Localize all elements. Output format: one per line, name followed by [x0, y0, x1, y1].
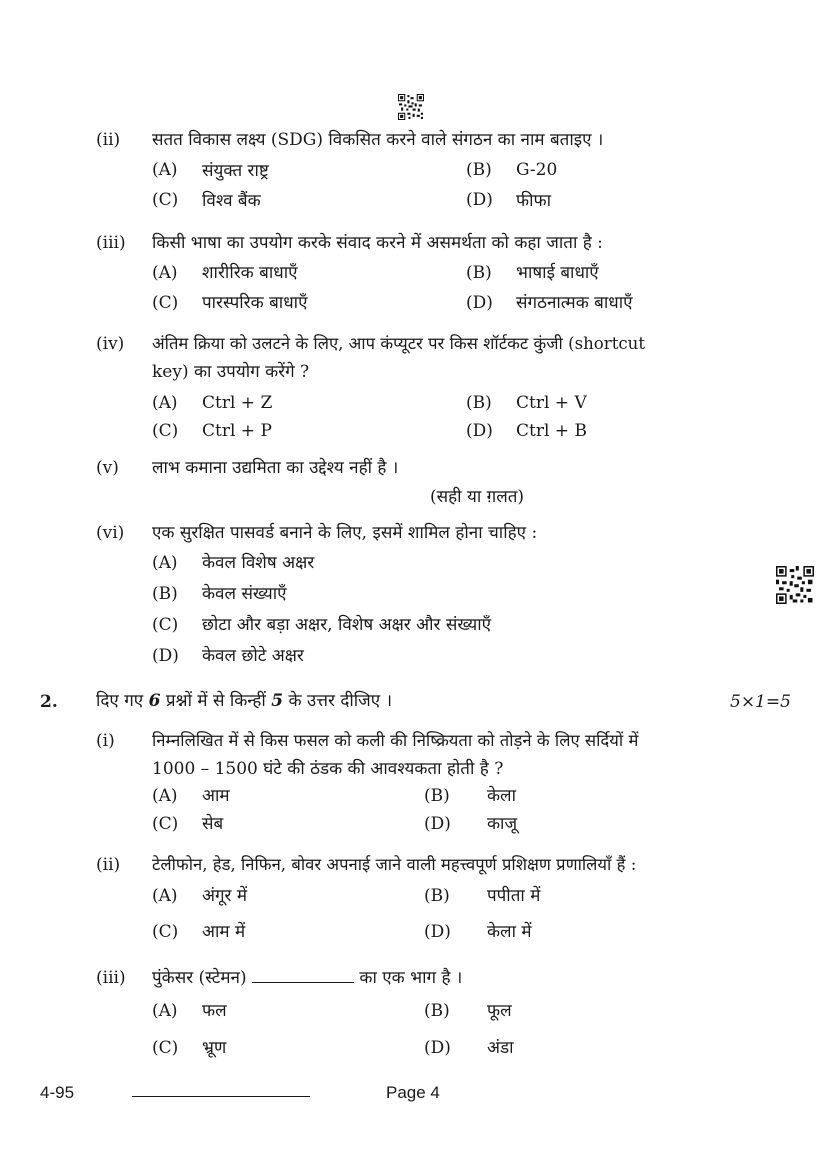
option-label: (D)	[424, 1038, 451, 1058]
option-label: (B)	[152, 584, 178, 604]
option-text: भ्रूण	[202, 1038, 227, 1058]
option-label: (B)	[466, 263, 492, 283]
question-number: (vi)	[96, 523, 125, 543]
question-text: सतत विकास लक्ष्य (SDG) विकसित करने वाले संगठन का नाम बताइए ।	[152, 130, 604, 150]
option-label: (A)	[152, 393, 178, 413]
option-label: (B)	[424, 1001, 450, 1021]
option-label: (B)	[466, 393, 492, 413]
question-text-line2: 1000 – 1500 घंटे की ठंडक की आवश्यकता होती है ?	[152, 759, 504, 779]
section-number: 2.	[40, 692, 58, 712]
option-text: पपीता में	[487, 886, 541, 906]
option-label: (D)	[424, 922, 451, 942]
paper-code: 4-95	[40, 1083, 75, 1102]
option-text: अंगूर में	[202, 886, 248, 906]
option-text: Ctrl + Z	[202, 393, 273, 413]
option-label: (C)	[152, 293, 179, 313]
option-label: (C)	[152, 922, 179, 942]
section-marks: 5×1=5	[730, 692, 791, 712]
option-text: फीफा	[516, 191, 552, 211]
option-text: संयुक्त राष्ट्र	[202, 161, 269, 181]
option-text: केला	[487, 786, 516, 806]
instruction-count: 5	[271, 691, 284, 711]
option-text: फूल	[487, 1001, 512, 1021]
option-text: केवल छोटे अक्षर	[202, 646, 304, 666]
option-label: (A)	[152, 553, 178, 573]
question-number: (v)	[96, 458, 119, 478]
option-text: केला में	[487, 922, 532, 942]
option-label: (C)	[152, 814, 179, 834]
question-text-post: का एक भाग है ।	[359, 968, 463, 988]
option-label: (A)	[152, 886, 178, 906]
option-label: (A)	[152, 1001, 178, 1021]
question-text	[152, 964, 462, 992]
option-label: (C)	[152, 1038, 179, 1058]
option-label: (D)	[152, 646, 179, 666]
true-false-note: (सही या ग़लत)	[430, 487, 525, 507]
option-text: छोटा और बड़ा अक्षर, विशेष अक्षर और संख्याएँ	[202, 615, 492, 635]
question-text-line1: निम्नलिखित में से किस फसल को कली की निष्क्रियता को तोड़ने के लिए सर्दियों में	[152, 731, 639, 750]
option-text: आम में	[202, 922, 246, 942]
question-number: (iv)	[96, 334, 125, 354]
option-text: Ctrl + V	[516, 393, 587, 413]
question-text: टेलीफोन, हेड, निफिन, बोवर अपनाई जाने वाली महत्त्वपूर्ण प्रशिक्षण प्रणालियाँ हैं :	[152, 855, 637, 874]
option-text: फल	[202, 1001, 227, 1021]
question-number: (ii)	[96, 855, 121, 875]
option-text: सेब	[202, 814, 224, 834]
section-instruction	[96, 688, 392, 711]
question-number: (i)	[96, 731, 115, 751]
footer-divider	[132, 1096, 310, 1097]
option-text: भाषाई बाधाएँ	[516, 263, 599, 283]
option-label: (C)	[152, 190, 179, 210]
option-text: संगठनात्मक बाधाएँ	[516, 293, 633, 313]
option-label: (D)	[466, 421, 493, 441]
option-text: Ctrl + P	[202, 421, 272, 441]
question-text: किसी भाषा का उपयोग करके संवाद करने में असमर्थता को कहा जाता है :	[152, 233, 603, 253]
fill-in-blank	[252, 968, 354, 983]
option-text: G-20	[516, 160, 558, 180]
question-number: (iii)	[96, 233, 126, 253]
question-text: लाभ कमाना उद्यमिता का उद्देश्य नहीं है ।	[152, 458, 399, 478]
instruction-part: प्रश्नों में से किन्हीं	[160, 691, 272, 711]
option-text: शारीरिक बाधाएँ	[202, 263, 298, 283]
qr-code-icon	[776, 566, 814, 604]
option-label: (D)	[466, 190, 493, 210]
option-text: काजू	[487, 814, 518, 834]
question-text-line1: अंतिम क्रिया को उलटने के लिए, आप कंप्यूटर पर किस शॉर्टकट कुंजी (shortcut	[152, 334, 646, 353]
question-number: (iii)	[96, 968, 126, 988]
option-label: (A)	[152, 263, 178, 283]
option-label: (D)	[466, 293, 493, 313]
instruction-part: के उत्तर दीजिए ।	[283, 691, 393, 711]
option-label: (D)	[424, 814, 451, 834]
question-text-line2: key) का उपयोग करेंगे ?	[152, 362, 310, 382]
page-number: Page 4	[386, 1083, 440, 1102]
option-text: केवल संख्याएँ	[202, 584, 287, 604]
option-label: (C)	[152, 615, 179, 635]
option-label: (B)	[466, 160, 492, 180]
option-text: Ctrl + B	[516, 421, 587, 441]
option-label: (C)	[152, 421, 179, 441]
option-text: विश्व बैंक	[202, 191, 261, 211]
option-text: केवल विशेष अक्षर	[202, 553, 315, 573]
option-text: अंडा	[487, 1038, 514, 1058]
option-text: आम	[202, 786, 230, 806]
option-label: (A)	[152, 160, 178, 180]
option-label: (A)	[152, 786, 178, 806]
qr-code-icon	[398, 94, 424, 120]
question-number: (ii)	[96, 130, 121, 150]
question-text: एक सुरक्षित पासवर्ड बनाने के लिए, इसमें शामिल होना चाहिए :	[152, 523, 538, 543]
option-label: (B)	[424, 786, 450, 806]
option-label: (B)	[424, 886, 450, 906]
question-text-pre: पुंकेसर (स्टेमन)	[152, 968, 247, 988]
instruction-count: 6	[148, 691, 161, 711]
instruction-part: दिए गए	[96, 691, 149, 711]
option-text: पारस्परिक बाधाएँ	[202, 293, 308, 313]
